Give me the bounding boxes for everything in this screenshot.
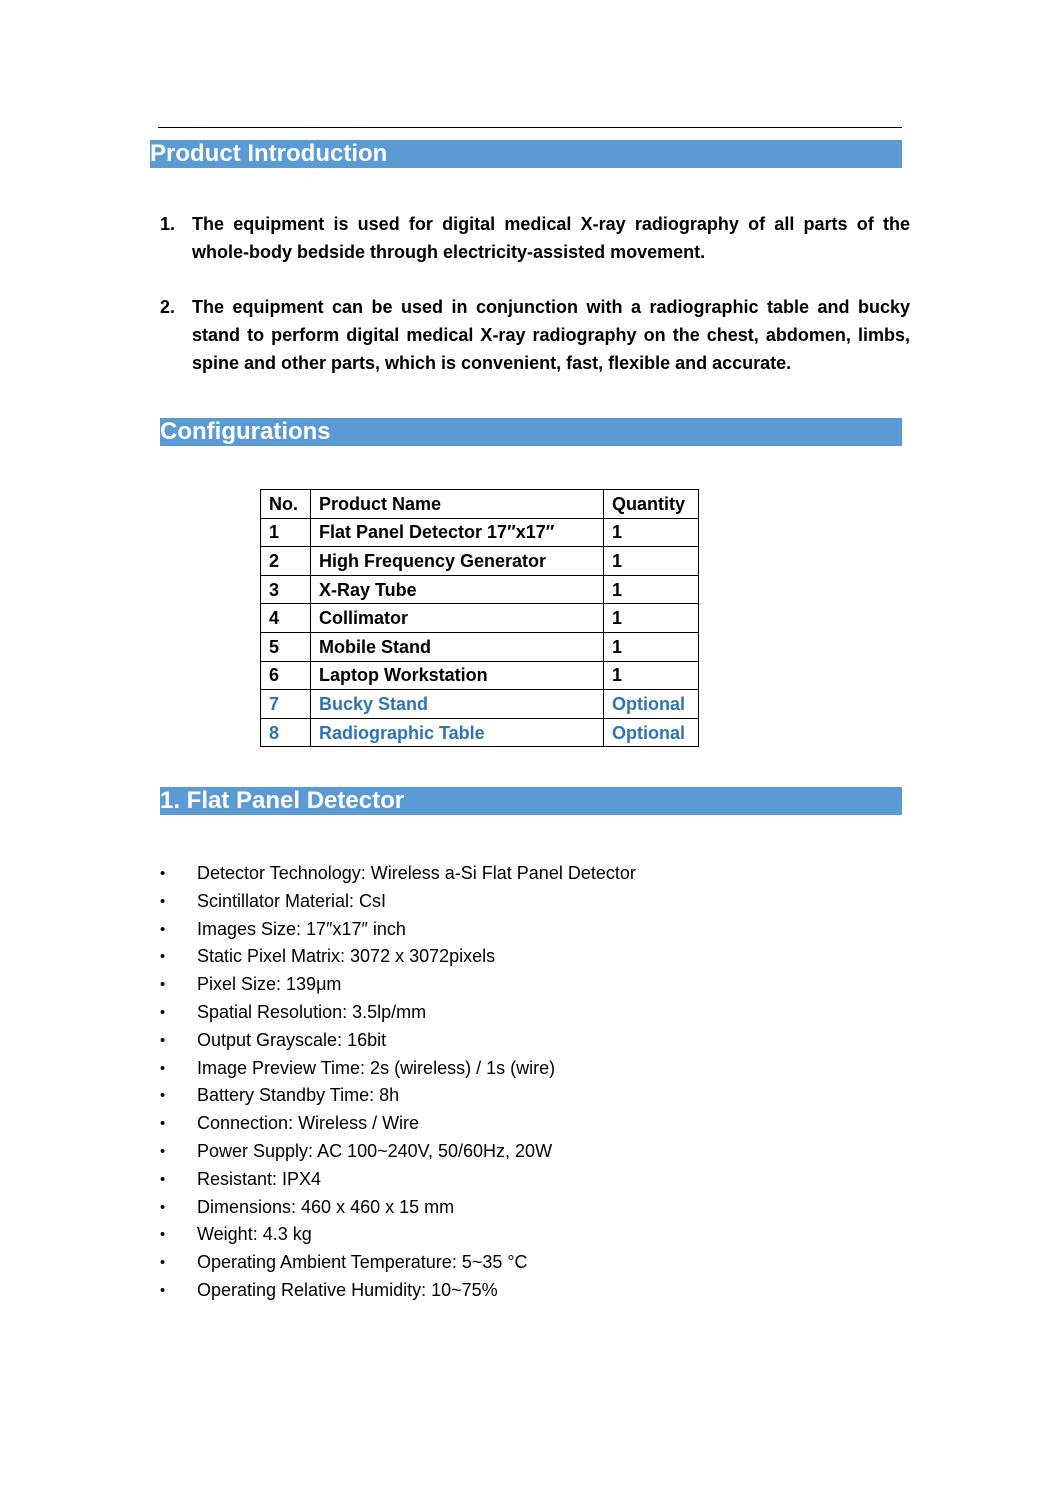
bullet-icon: • — [160, 1115, 166, 1133]
table-row — [261, 632, 699, 661]
cell-no: 1 — [261, 518, 311, 547]
list-item — [160, 1027, 636, 1055]
cell-quantity: 1 — [604, 575, 699, 604]
cell-no: 6 — [261, 661, 311, 690]
cell-no: 5 — [261, 632, 311, 661]
bullet-icon: • — [160, 976, 166, 994]
table-row-optional — [261, 690, 699, 719]
table-row — [261, 604, 699, 633]
spec-text: Operating Relative Humidity: 10~75% — [197, 1279, 498, 1300]
spec-text: Static Pixel Matrix: 3072 x 3072pixels — [197, 946, 496, 967]
bullet-icon: • — [160, 1031, 166, 1049]
bullet-icon: • — [160, 1281, 166, 1299]
spec-list — [160, 860, 636, 1305]
spec-text: Pixel Size: 139μm — [197, 974, 342, 995]
cell-product-name: Collimator — [311, 604, 604, 633]
cell-quantity: 1 — [604, 661, 699, 690]
section-title-flat-panel-detector: 1. Flat Panel Detector — [160, 787, 902, 815]
cell-quantity: Optional — [604, 690, 699, 719]
bullet-icon: • — [160, 1142, 166, 1160]
cell-product-name: Laptop Workstation — [311, 661, 604, 690]
bullet-icon: • — [160, 1003, 166, 1021]
intro-item-number: 1. — [160, 214, 176, 234]
spec-text: Scintillator Material: CsI — [197, 890, 387, 911]
table-row-optional — [261, 718, 699, 747]
list-item — [160, 943, 636, 971]
list-item — [160, 1055, 636, 1083]
cell-quantity: 1 — [604, 604, 699, 633]
bullet-icon: • — [160, 1059, 166, 1077]
intro-list — [160, 210, 910, 377]
spec-text: Output Grayscale: 16bit — [197, 1029, 387, 1050]
spec-text: Power Supply: AC 100~240V, 50/60Hz, 20W — [197, 1140, 553, 1161]
list-item — [160, 1194, 636, 1222]
section-title-configurations: Configurations — [160, 418, 902, 446]
intro-item — [160, 210, 910, 266]
cell-product-name: X-Ray Tube — [311, 575, 604, 604]
bullet-icon: • — [160, 1087, 166, 1105]
intro-item — [160, 293, 910, 377]
list-item — [160, 1110, 636, 1138]
spec-text: Battery Standby Time: 8h — [197, 1085, 400, 1106]
spec-text: Dimensions: 460 x 460 x 15 mm — [197, 1196, 455, 1217]
spec-text: Connection: Wireless / Wire — [197, 1113, 420, 1134]
table-row — [261, 575, 699, 604]
cell-product-name: High Frequency Generator — [311, 547, 604, 576]
column-header-product-name: Product Name — [311, 490, 604, 519]
bullet-icon: • — [160, 892, 166, 910]
cell-product-name: Bucky Stand — [311, 690, 604, 719]
spec-text: Operating Ambient Temperature: 5~35 °C — [197, 1252, 528, 1273]
cell-product-name: Mobile Stand — [311, 632, 604, 661]
list-item — [160, 1166, 636, 1194]
intro-item-number: 2. — [160, 297, 176, 317]
list-item — [160, 999, 636, 1027]
spec-text: Images Size: 17″x17″ inch — [197, 918, 406, 939]
bullet-icon: • — [160, 1254, 166, 1272]
column-header-no: No. — [261, 490, 311, 519]
intro-item-text: The equipment can be used in conjunction with a radiographic table and bucky stand to perform digital medical X-ray radiography on the chest, abdomen, limbs, spine and other parts, which is convenient, fast, flexible and accurate. — [192, 297, 910, 373]
bullet-icon: • — [160, 920, 166, 938]
cell-no: 7 — [261, 690, 311, 719]
bullet-icon: • — [160, 1198, 166, 1216]
cell-product-name: Flat Panel Detector 17″x17″ — [311, 518, 604, 547]
cell-no: 3 — [261, 575, 311, 604]
column-header-quantity: Quantity — [604, 490, 699, 519]
list-item — [160, 1082, 636, 1110]
configurations-table — [260, 489, 699, 747]
header-rule — [158, 127, 902, 128]
table-row — [261, 661, 699, 690]
list-item — [160, 860, 636, 888]
list-item — [160, 1277, 636, 1305]
cell-no: 2 — [261, 547, 311, 576]
cell-no: 4 — [261, 604, 311, 633]
intro-item-text: The equipment is used for digital medical X-ray radiography of all parts of the whole-body bedside through electricity-assisted movement. — [192, 214, 910, 262]
cell-quantity: 1 — [604, 632, 699, 661]
list-item — [160, 888, 636, 916]
cell-quantity: Optional — [604, 718, 699, 747]
list-item — [160, 1249, 636, 1277]
bullet-icon: • — [160, 1170, 166, 1188]
table-row — [261, 547, 699, 576]
table-row — [261, 518, 699, 547]
list-item — [160, 1138, 636, 1166]
list-item — [160, 1221, 636, 1249]
section-title-product-introduction: Product Introduction — [150, 140, 902, 168]
spec-text: Resistant: IPX4 — [197, 1168, 322, 1189]
spec-text: Image Preview Time: 2s (wireless) / 1s (wire) — [197, 1057, 556, 1078]
list-item — [160, 971, 636, 999]
cell-quantity: 1 — [604, 518, 699, 547]
table-header-row — [261, 490, 699, 519]
spec-text: Spatial Resolution: 3.5lp/mm — [197, 1001, 427, 1022]
bullet-icon: • — [160, 948, 166, 966]
cell-product-name: Radiographic Table — [311, 718, 604, 747]
spec-text: Detector Technology: Wireless a-Si Flat Panel Detector — [197, 863, 636, 883]
spec-text: Weight: 4.3 kg — [197, 1224, 312, 1245]
list-item — [160, 916, 636, 944]
bullet-icon: • — [160, 865, 166, 882]
bullet-icon: • — [160, 1226, 166, 1244]
cell-quantity: 1 — [604, 547, 699, 576]
cell-no: 8 — [261, 718, 311, 747]
